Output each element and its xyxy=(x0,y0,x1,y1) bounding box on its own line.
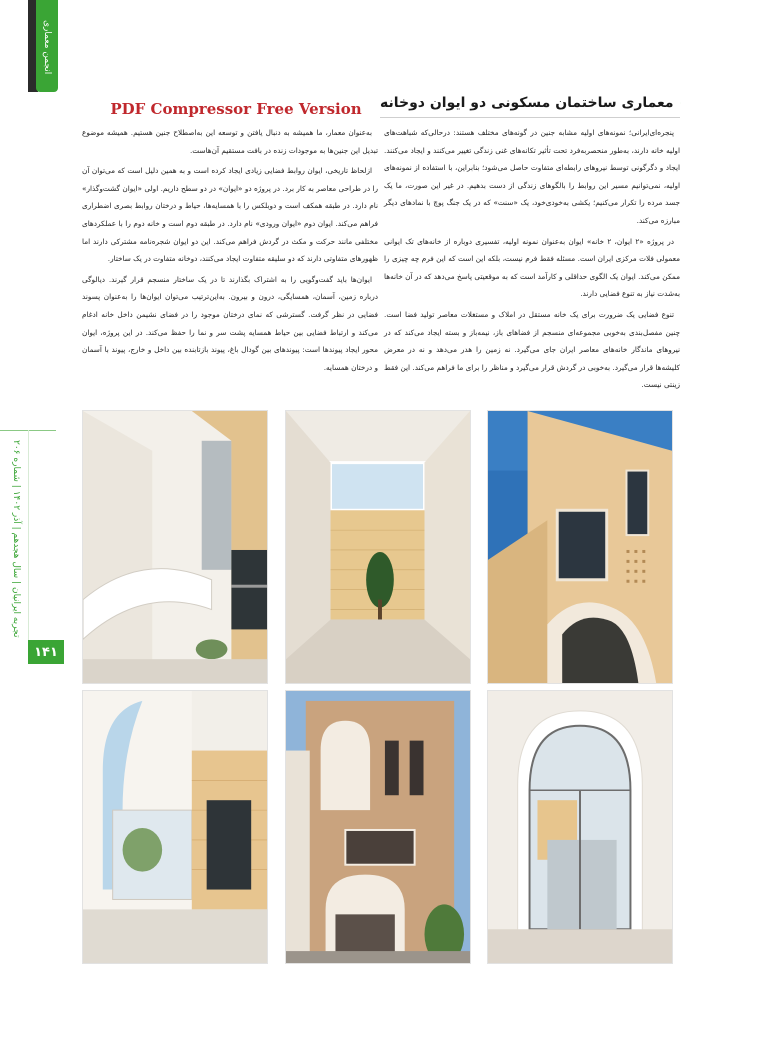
photo-brick-facade-street xyxy=(285,690,471,964)
paragraph: پنجره‌ای‌ایرانی؛ نمونه‌های اولیه مشابه جنین در گونه‌های مختلف هستند: درحالی‌که شباهت‌های اولیه خانه دارند، به‌طور منحصربه‌فرد تحت تأثیر تکانه‌های غنی زندگی تغییر می‌کنند و ایجاد می‌کنند. ایجاد و دگرگونی توسط نیروهای رابطه‌ای متفاوت حاصل می‌شود؛ بنابراین، با استفاده از نمونه‌های اولیه، نمی‌توانیم مسیر این روابط را بالگوهای زندگی از دست بدهیم. در غیر این صورت، ما یک جسد مرده را تکرار می‌کنیم؛ یکشی به‌خودی‌خود، یک «سنت» که در یک جنگ پوچ با نمادهای دیگر مبارزه می‌کند. xyxy=(384,128,680,225)
photo-skylight-courtyard xyxy=(285,410,471,684)
paragraph: ازلحاظ تاریخی، ایوان روابط فضایی زیادی ایجاد کرده است و به همین دلیل است که می‌توان آن را در طراحی معاصر به کار برد. در پروژه دو «ایوان» در دو سطح داریم. اولی «ایوان گشت‌وگذار» نام دارد. در طبقه همکف است و دوبلکس را با همسایه‌ها، حیاط و درختان روابط بصری اضطراری فراهم می‌کند. ایوان دوم «ایوان ورودی» نام دارد. در طبقه دوم است و خانه دوم را با عملکردهای مختلفی مانند حرکت و مکث در گردش فراهم می‌کند. این دو ایوان شجره‌نامه مشترکی دارند اما ظهورهای متفاوتی دارند که دو سلیقه متفاوت ایجاد می‌کنند، دوخانه متفاوت در یک ساختار. xyxy=(82,166,378,264)
paragraph: ایوان‌ها باید گفت‌وگویی را به اشتراک بگذارند تا در یک ساختار منسجم قرار گیرند. دیالوگی درباره زمین، آسمان، همسایگی، درون و بیرون. به‌این‌ترتیب می‌توان ایوان‌ها را به‌عنوان پسوند فضایی در نظر گرفت. گسترشی که نمای درختان موجود را در فضای نشیمن داخل خانه ادغام می‌کند و ارتباط فضایی بین حیاط همسایه پشت سر و نما را حفظ می‌کند. در این پروژه، ایوان محور ایجاد پیوندها است: پیوندهای بین گودال باغ، پیوند بازتابنده بین داخل و خارج، پیوند با آسمان و درختان همسایه. xyxy=(82,274,378,372)
text-column-left xyxy=(82,124,378,379)
issue-meta: تجربه ایرانیان | سال هجدهم | آذر ۱۴۰۲ | شماره ۲۰۶ xyxy=(11,440,21,638)
margin-vertical-line xyxy=(28,430,29,660)
paragraph: تنوع فضایی یک ضرورت برای یک خانه مستقل در املاک و مستغلات معاصر تولید فضا است. چنین مفصل‌بندی به‌خوبی مجموعه‌ای منسجم از فضاهای باز، نیمه‌باز و بسته ایجاد می‌کند که در نیروهای ماندگار خانه‌های معاصر ایران جای می‌گیرد. نه زمین را هدر می‌دهد و نه در معرض کلیشه‌ها قرار می‌گیرد. به‌خوبی در گردش قرار می‌گیرد و مناظر را برای ما فراهم می‌کند. این فقط زینتی نیست. xyxy=(384,309,680,390)
photo-white-arch-living-room xyxy=(82,690,268,964)
photo-arched-window-interior xyxy=(487,690,673,964)
article-title: معماری ساختمان مسکونی دو ایوان دوخانه xyxy=(380,95,674,111)
paragraph: به‌عنوان معمار، ما همیشه به دنبال یافتن و توسعه این به‌اصطلاح جنین هستیم. همیشه موضوع تبدیل این جنین‌ها به موجودات زنده در بافت مستقیم آن‌هاست. xyxy=(82,128,378,155)
text-column-right xyxy=(384,124,680,397)
page-number: ۱۴۱ xyxy=(28,640,64,664)
section-tab-label: انجمن معماری xyxy=(42,19,52,75)
watermark: PDF Compressor Free Version xyxy=(110,100,362,118)
photo-interior-stair-balcony xyxy=(82,410,268,684)
photo-facade-arch-corner xyxy=(487,410,673,684)
article-header xyxy=(380,90,680,116)
title-underline xyxy=(380,117,680,118)
paragraph: در پروژه «۲ ایوان، ۲ خانه» ایوان به‌عنوان نمونه اولیه، تفسیری دوباره از خانه‌های تک ایوانی معمولی فلات مرکزی ایران است. مسئله فقط فرم نیست، بلکه این است که این فرم چه چیزی را ممکن می‌کند. ایوان یک الگوی حداقلی و کارآمد است که به موقعیتی پاسخ می‌دهد که در آن خانه‌ها به‌شدت نیاز به تنوع فضایی دارند. xyxy=(384,236,680,299)
